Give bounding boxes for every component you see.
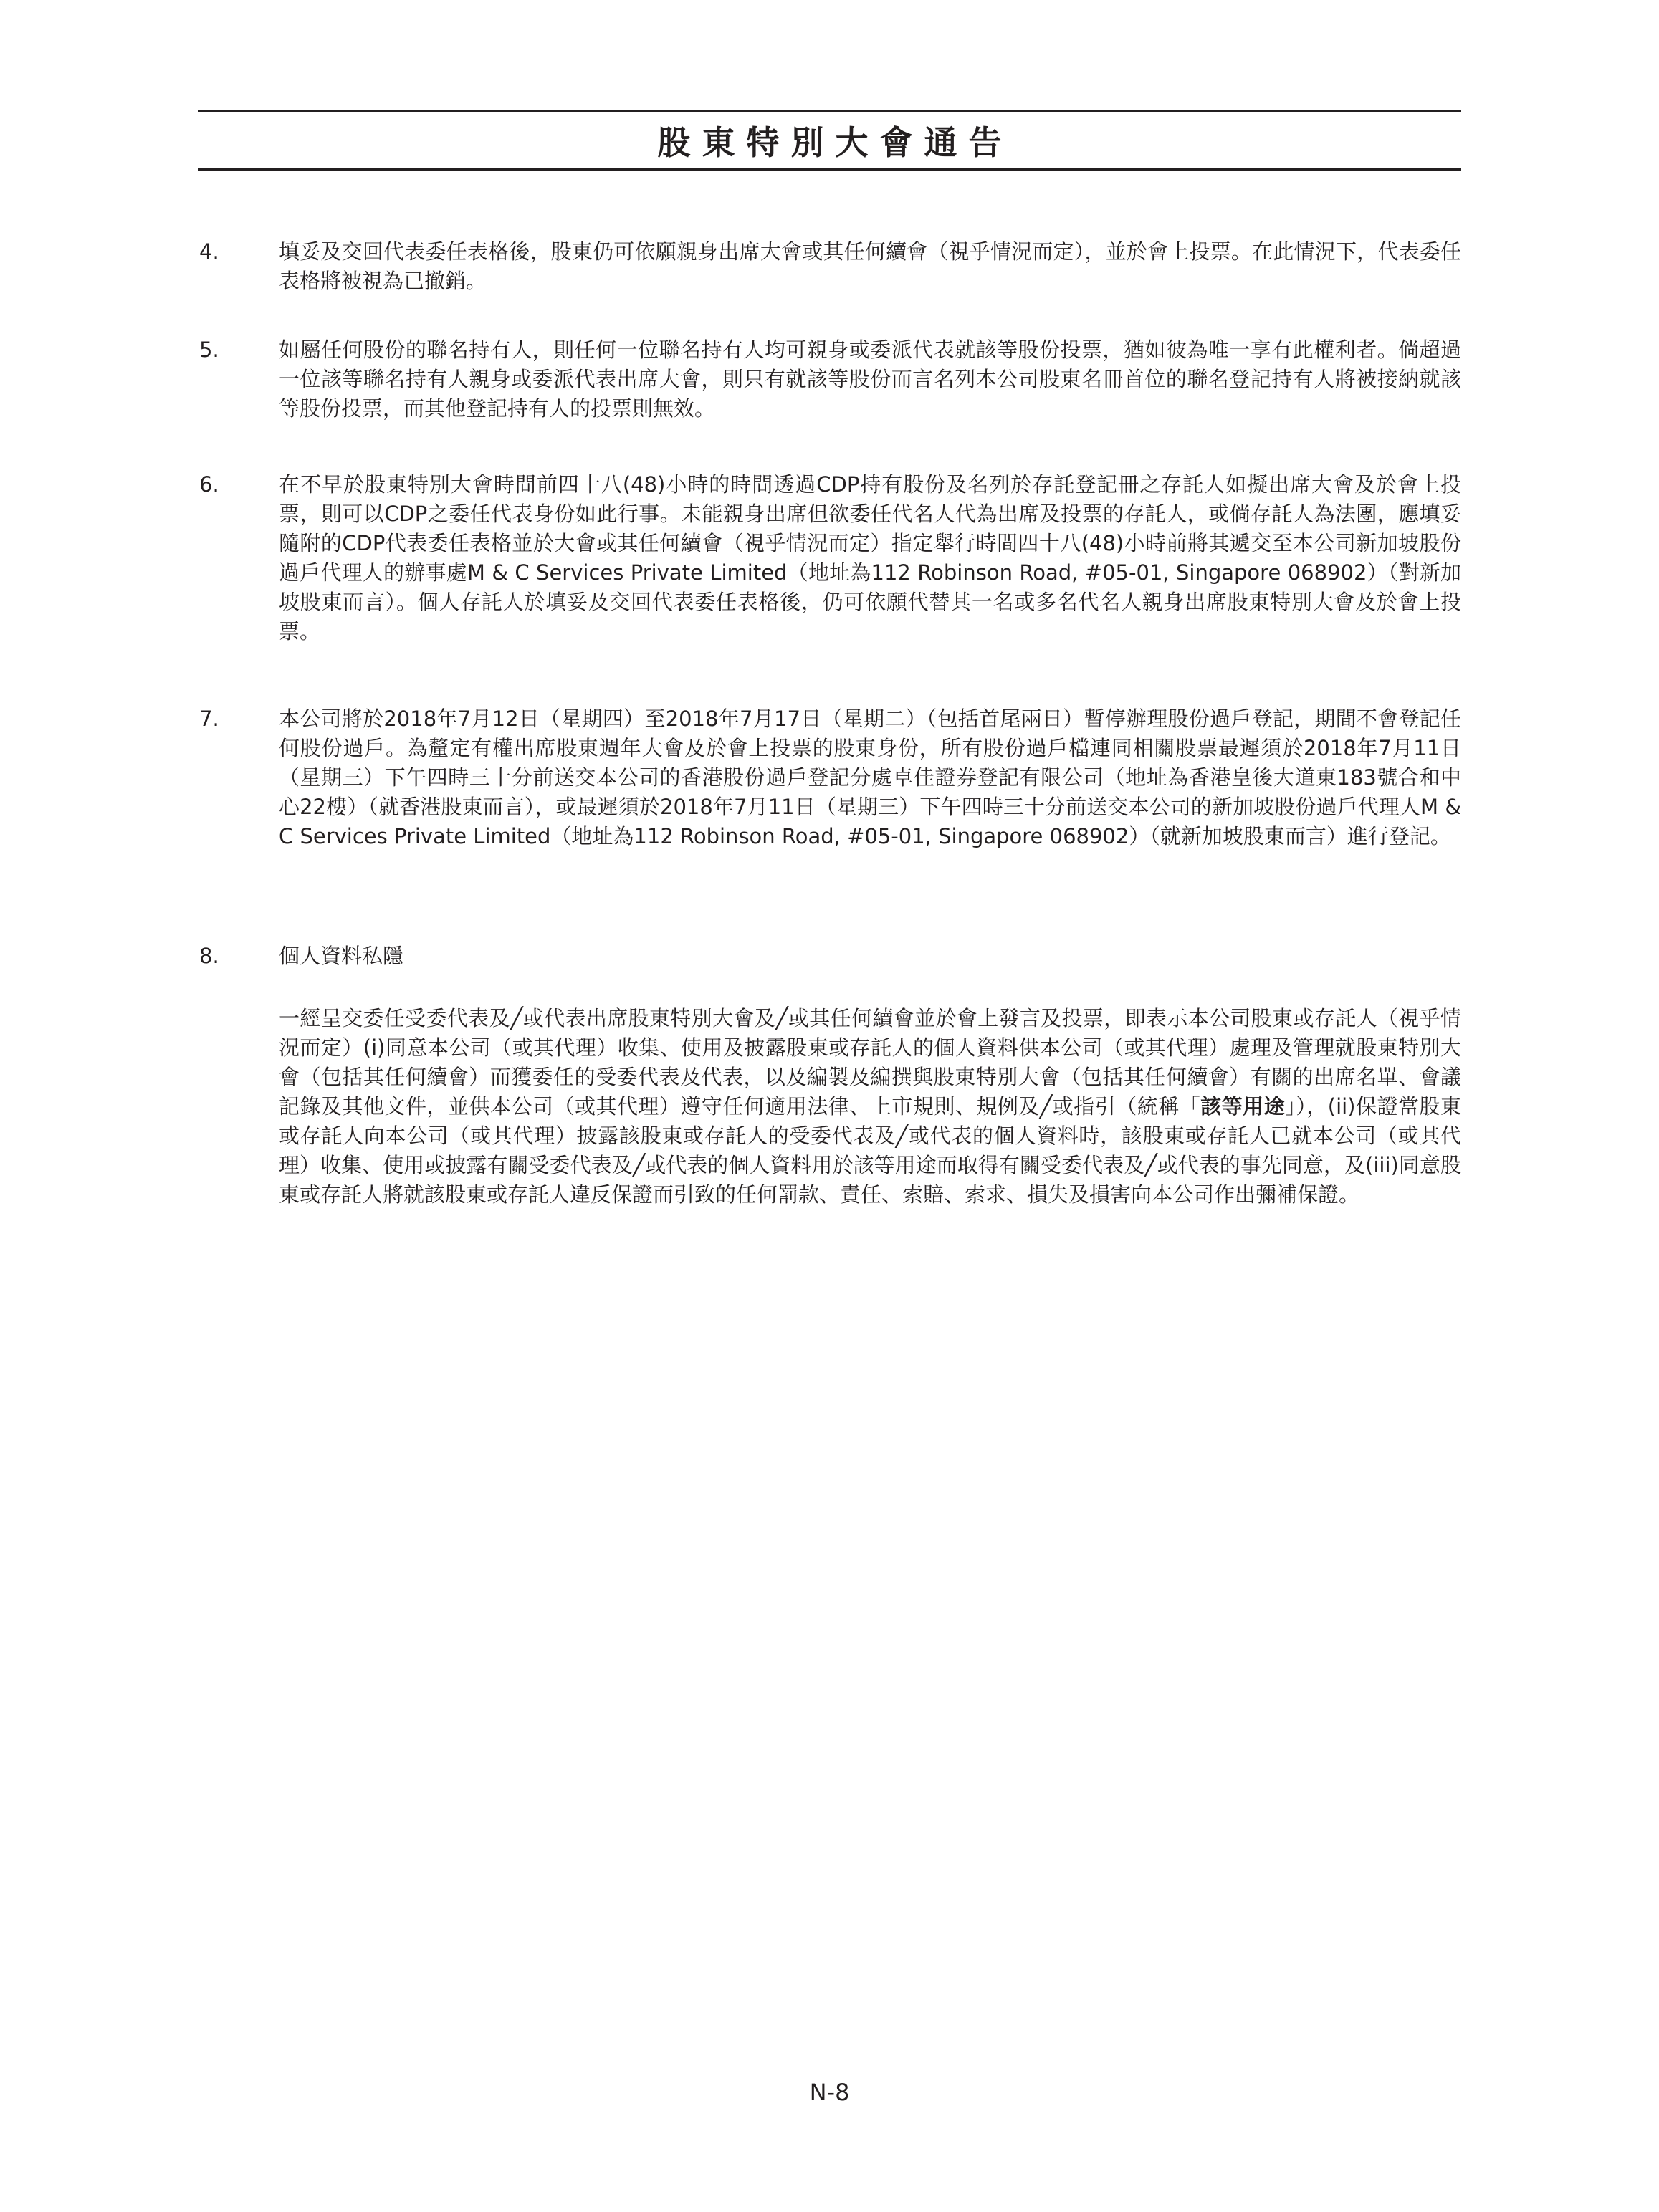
note-number: 8. [199, 944, 219, 968]
note-heading: 個人資料私隱 [279, 944, 404, 968]
privacy-text-part1: 一經呈交委任受委代表及╱或代表出席股東特別大會及╱或其任何續會並於會上發言及投票，即表示本公司股東或存託人（視乎情況而定）(i)同意本公司（或其代理）收集、使用及披露股東或存託人的個人資料供本公司（或其代理）處理及管理就股東特別大會（包括其任何續會）而獲委任的受委代表及代表，以及編製及編撰與股東特別大會（包括其任何續會）有關的出席名單、會議記錄及其他文件，並供本公司（或其代理）遵守任何適用法律、上市規則、規例及╱或指引（統稱「 [279, 1006, 1462, 1119]
page-title: 股東特別大會通告 [657, 123, 1013, 162]
note-number: 6. [199, 472, 219, 497]
note-text: 在不早於股東特別大會時間前四十八(48)小時的時間透過CDP持有股份及名列於存託登記冊之存託人如擬出席大會及於會上投票，則可以CDP之委任代表身份如此行事。未能親身出席但欲委任代名人代為出席及投票的存託人，或倘存託人為法團，應填妥隨附的CDP代表委任表格並於大會或其任何續會（視乎情況而定）指定舉行時間四十八(48)小時前將其遞交至本公司新加坡股份過戶代理人的辦事處M & C Services Private Limited（地址為112 Robinson Road, #05-01, Singapore 068902）（對新加坡股東而言）。個人存託人於填妥及交回代表委任表格後，仍可依願代替其一名或多名代名人親身出席股東特別大會及於會上投票。 [279, 472, 1461, 643]
note-number: 7. [199, 707, 219, 731]
note-number: 4. [199, 239, 219, 264]
note-number: 5. [199, 337, 219, 362]
note-text: 如屬任何股份的聯名持有人，則任何一位聯名持有人均可親身或委派代表就該等股份投票，猶如彼為唯一享有此權利者。倘超過一位該等聯名持有人親身或委派代表出席大會，則只有就該等股份而言名列本公司股東名冊首位的聯名登記持有人將被接納就該等股份投票，而其他登記持有人的投票則無效。 [279, 337, 1461, 421]
note-text: 填妥及交回代表委任表格後，股東仍可依願親身出席大會或其任何續會（視乎情況而定），並於會上投票。在此情況下，代表委任表格將被視為已撤銷。 [279, 239, 1461, 293]
privacy-text-part2: 」），(ii)保證當股東或存託人向本公司（或其代理）披露該股東或存託人的受委代表及╱或代表的個人資料時，該股東或存託人已就本公司（或其代理）收集、使用或披露有關受委代表及╱或代表的個人資料用於該等用途而取得有關受委代表及╱或代表的事先同意，及(iii)同意股東或存託人將就該股東或存託人違反保證而引致的任何罰款、責任、索賠、索求、損失及損害向本公司作出彌補保證。 [279, 1094, 1461, 1207]
defined-term: 該等用途 [1200, 1094, 1286, 1119]
privacy-text [279, 1004, 1461, 1210]
note-text: 本公司將於2018年7月12日（星期四）至2018年7月17日（星期二）（包括首尾兩日）暫停辦理股份過戶登記，期間不會登記任何股份過戶。為釐定有權出席股東週年大會及於會上投票的股東身份，所有股份過戶檔連同相關股票最遲須於2018年7月11日（星期三）下午四時三十分前送交本公司的香港股份過戶登記分處卓佳證券登記有限公司（地址為香港皇後大道東183號合和中心22樓）（就香港股東而言），或最遲須於2018年7月11日（星期三）下午四時三十分前送交本公司的新加坡股份過戶代理人M & C Services Private Limited（地址為112 Robinson Road, #05-01, Singapore 068902）（就新加坡股東而言）進行登記。 [279, 707, 1461, 848]
page-number: N-8 [809, 2079, 850, 2106]
page-header [198, 110, 1461, 171]
